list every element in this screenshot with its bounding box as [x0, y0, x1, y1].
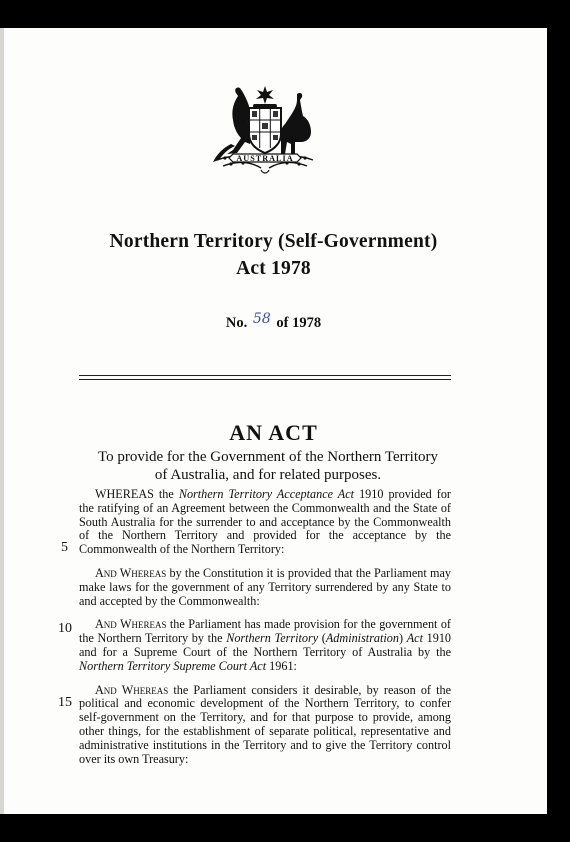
crest-motto: AUSTRALIA [236, 154, 294, 163]
preamble-paragraph-1: WHEREAS the Northern Territory Acceptance Act 1910 provided for the ratifying of an Agreement between the Commonwealth and the State of South Australia for the surrender to and acceptance by the Commonwealth of the Northern Territory and provided for the acceptance by the Commonwealth of the Northern Territory: [79, 487, 451, 557]
long-title-line2: of Australia, and for related purposes. [154, 467, 382, 483]
preamble-paragraph-2: And Whereas by the Constitution it is provided that the Parliament may make laws for the government of any Territory surrendered by any State to and accepted by the Commonwealth: [79, 565, 451, 608]
act-number-suffix: of 1978 [276, 315, 322, 331]
act-number-prefix: No. [225, 315, 248, 331]
coat-of-arms-icon [203, 58, 327, 180]
act-number-handwritten: 58 [252, 311, 271, 327]
act-title-line2: Act 1978 [236, 258, 311, 279]
line-number: 10 [58, 621, 72, 636]
line-number: 15 [58, 695, 72, 710]
an-act-heading: AN ACT [229, 420, 318, 445]
act-title-line1: Northern Territory (Self-Government) [109, 231, 438, 252]
act-number [0, 311, 547, 332]
preamble [79, 488, 451, 776]
long-title [80, 448, 456, 484]
preamble-paragraph-4: And Whereas the Parliament considers it desirable, by reason of the political and economic development of the Northern Territory, to confer self-government on the Territory, and for that purpose to provide, among other things, for the establishment of separate political, representative and administrative institutions in the Territory and to give the Territory control over its own Treasury: [79, 682, 452, 766]
preamble-paragraph-3: And Whereas the Parliament has made provision for the government of the Northern Territory by the Northern Territory (Administration) Act 1910 and for a Supreme Court of the Northern Territory of Australia by the Northern Territory Supreme Court Act 1961: [79, 617, 452, 673]
divider-rule [79, 379, 451, 380]
line-number: 5 [61, 540, 68, 555]
long-title-line1: To provide for the Government of the Northern Territory [97, 449, 439, 465]
divider-rule [79, 375, 451, 376]
act-title [0, 228, 547, 282]
